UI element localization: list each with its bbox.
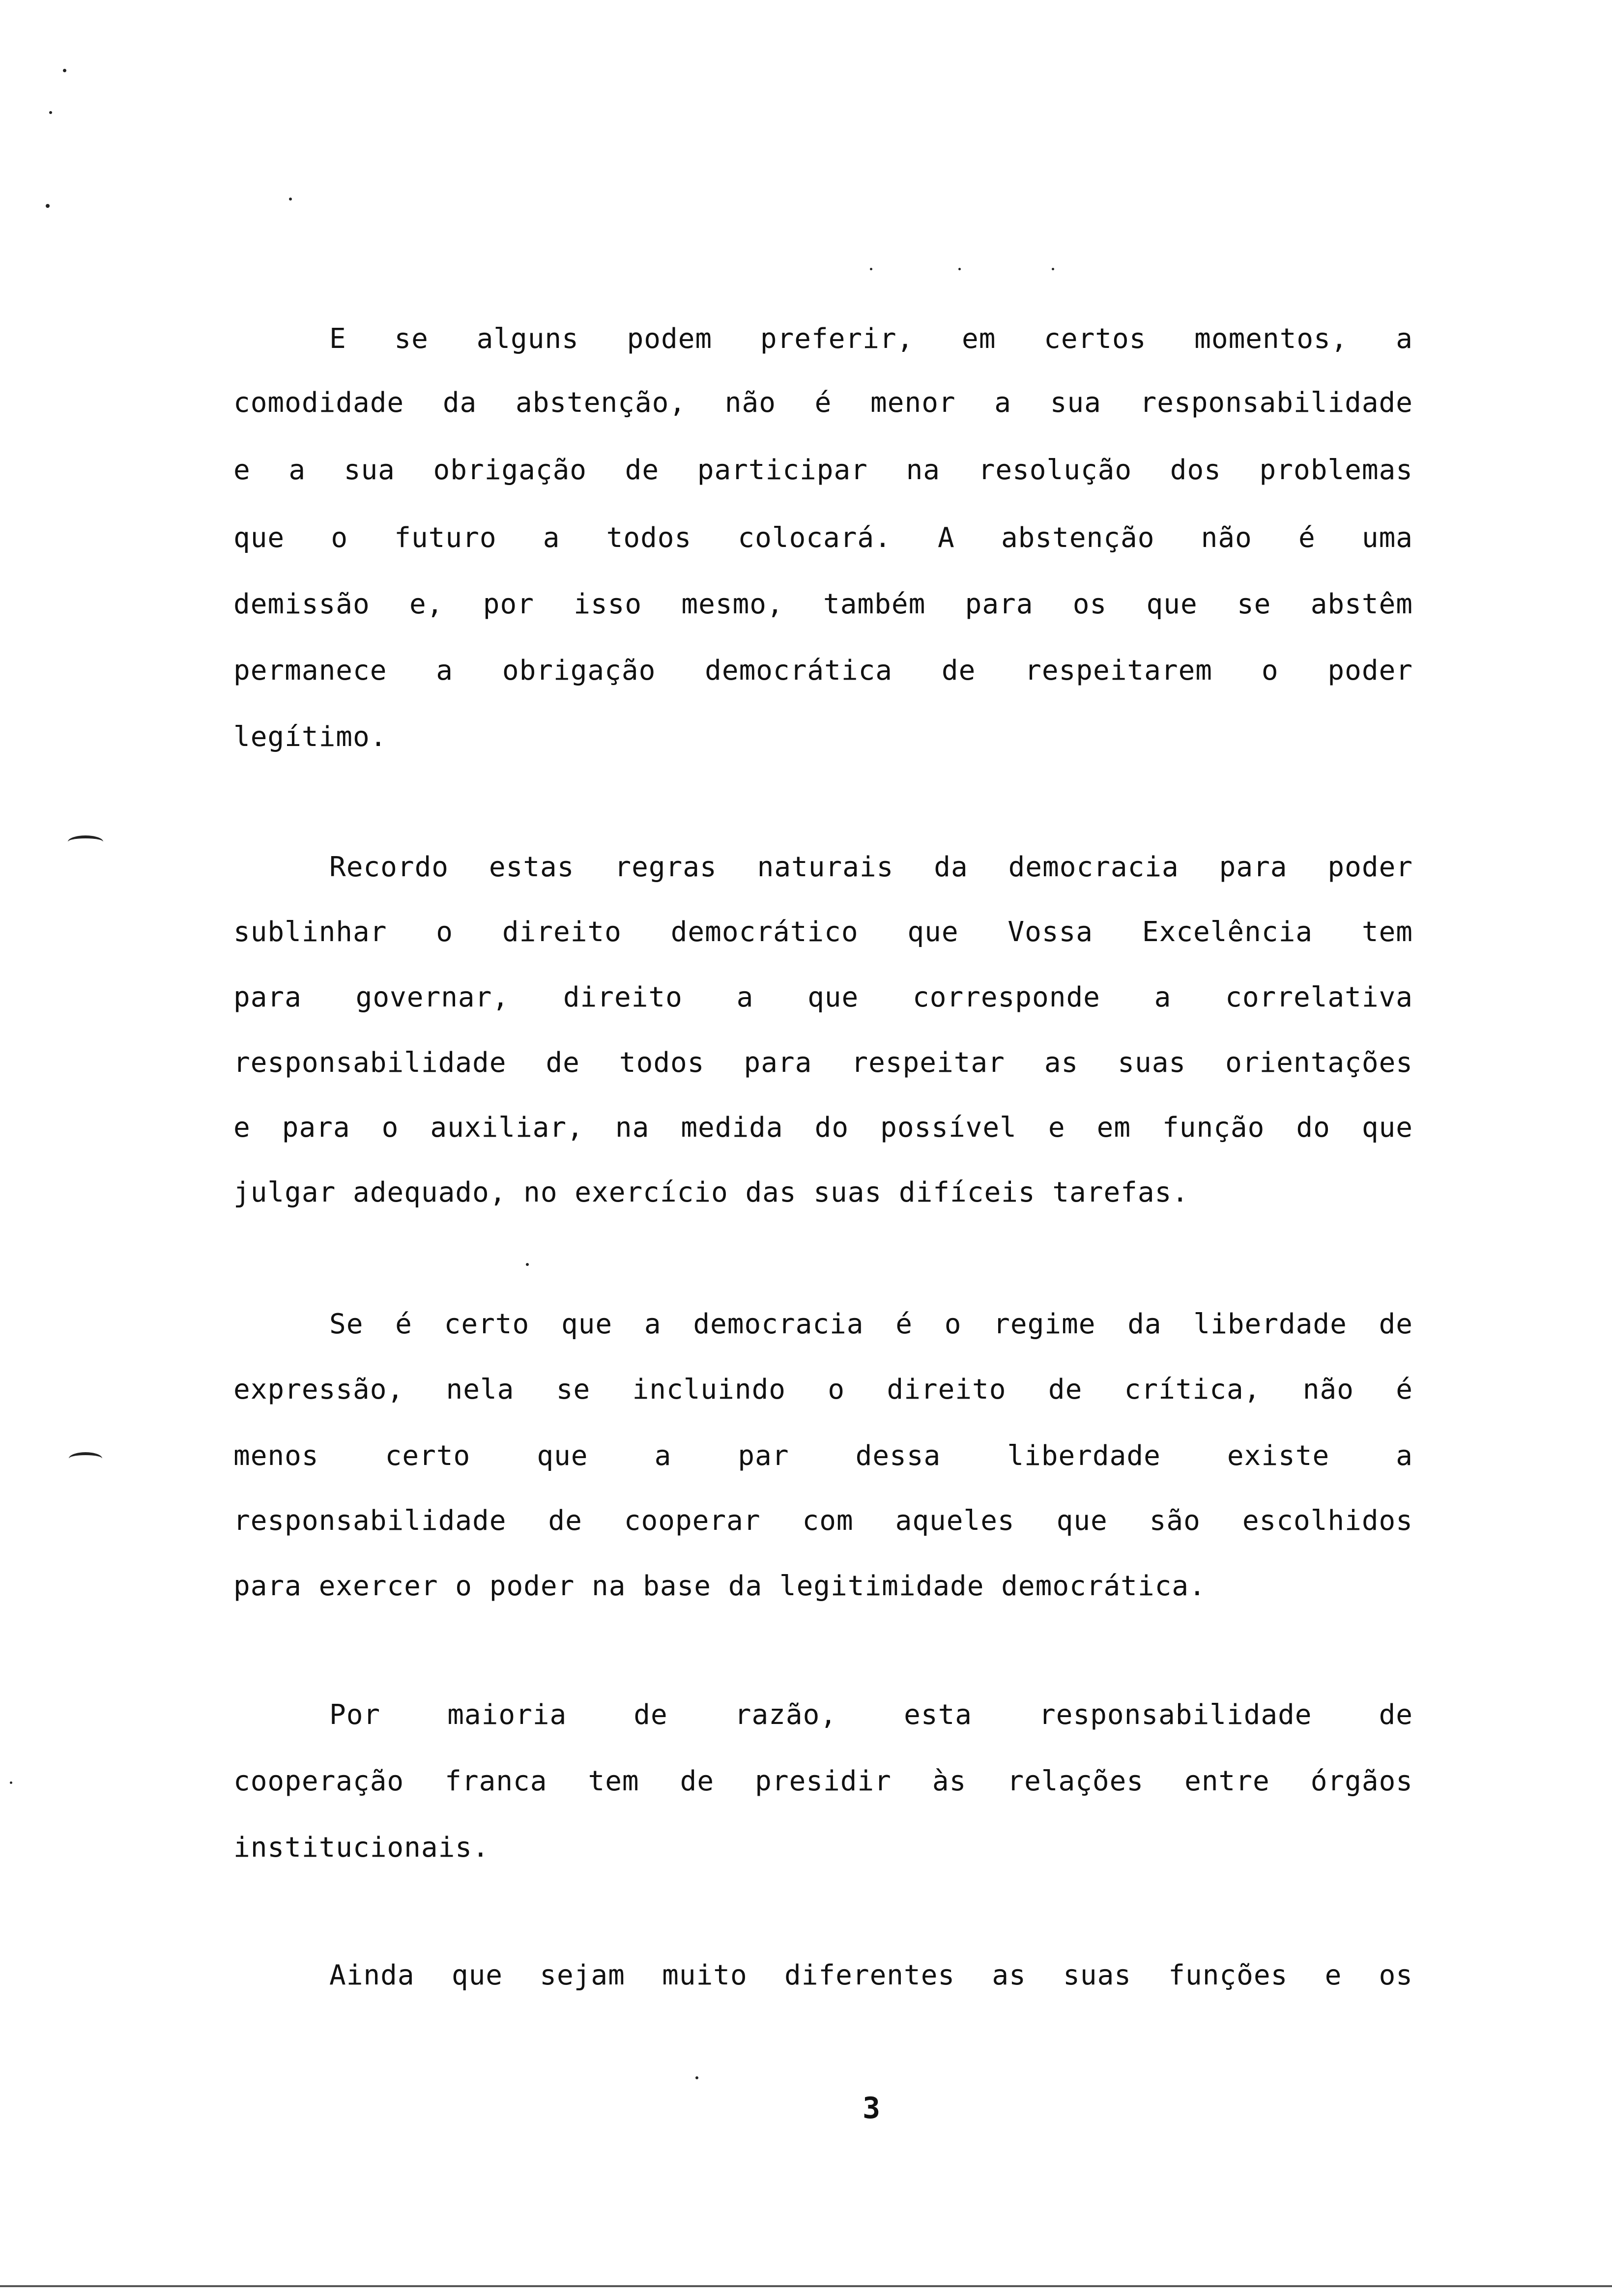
text-line: responsabilidade de todos para respeitar as suas orientações (233, 1047, 1413, 1079)
text-line: Por maioria de razão, esta responsabilidade de (329, 1699, 1413, 1731)
text-line: e para o auxiliar, na medida do possível e em função do que (233, 1112, 1413, 1144)
text-line: expressão, nela se incluindo o direito de crítica, não é (233, 1374, 1413, 1406)
text-line: e a sua obrigação de participar na resolução dos problemas (233, 454, 1413, 486)
text-line: Recordo estas regras naturais da democracia para poder (329, 851, 1413, 883)
scan-speck (526, 1263, 529, 1266)
text-line: legítimo. (233, 721, 387, 753)
text-line: E se alguns podem preferir, em certos momentos, a (329, 323, 1413, 355)
scan-speck (695, 2076, 698, 2079)
punch-hole-mark (69, 1452, 102, 1465)
text-line: menos certo que a par dessa liberdade existe a (233, 1440, 1413, 1472)
scan-speck (63, 69, 66, 72)
text-line: cooperação franca tem de presidir às relações entre órgãos (233, 1765, 1413, 1797)
scan-speck (49, 111, 52, 114)
scan-speck (958, 268, 961, 270)
text-line: permanece a obrigação democrática de respeitarem o poder (233, 655, 1413, 687)
text-line: responsabilidade de cooperar com aqueles que são escolhidos (233, 1505, 1413, 1537)
text-line: Se é certo que a democracia é o regime da liberdade de (329, 1308, 1413, 1340)
text-line: que o futuro a todos colocará. A abstenção não é uma (233, 522, 1413, 554)
scan-bottom-edge (0, 2285, 1612, 2287)
page-number: 3 (863, 2091, 881, 2125)
text-line: para exercer o poder na base da legitimidade democrática. (233, 1570, 1206, 1602)
text-line: para governar, direito a que corresponde a correlativa (233, 981, 1413, 1013)
scan-speck (1052, 268, 1054, 270)
scan-speck (46, 204, 50, 208)
scan-speck (289, 198, 292, 201)
scan-speck (10, 1781, 12, 1784)
text-line: demissão e, por isso mesmo, também para os que se abstêm (233, 588, 1413, 620)
text-line: julgar adequado, no exercício das suas difíceis tarefas. (233, 1177, 1189, 1208)
text-line: Ainda que sejam muito diferentes as suas funções e os (329, 1959, 1413, 1991)
text-line: institucionais. (233, 1832, 489, 1864)
scan-speck (870, 268, 872, 270)
punch-hole-mark (68, 835, 103, 848)
text-line: sublinhar o direito democrático que Vossa Excelência tem (233, 916, 1413, 948)
text-line: comodidade da abstenção, não é menor a sua responsabilidade (233, 387, 1413, 419)
